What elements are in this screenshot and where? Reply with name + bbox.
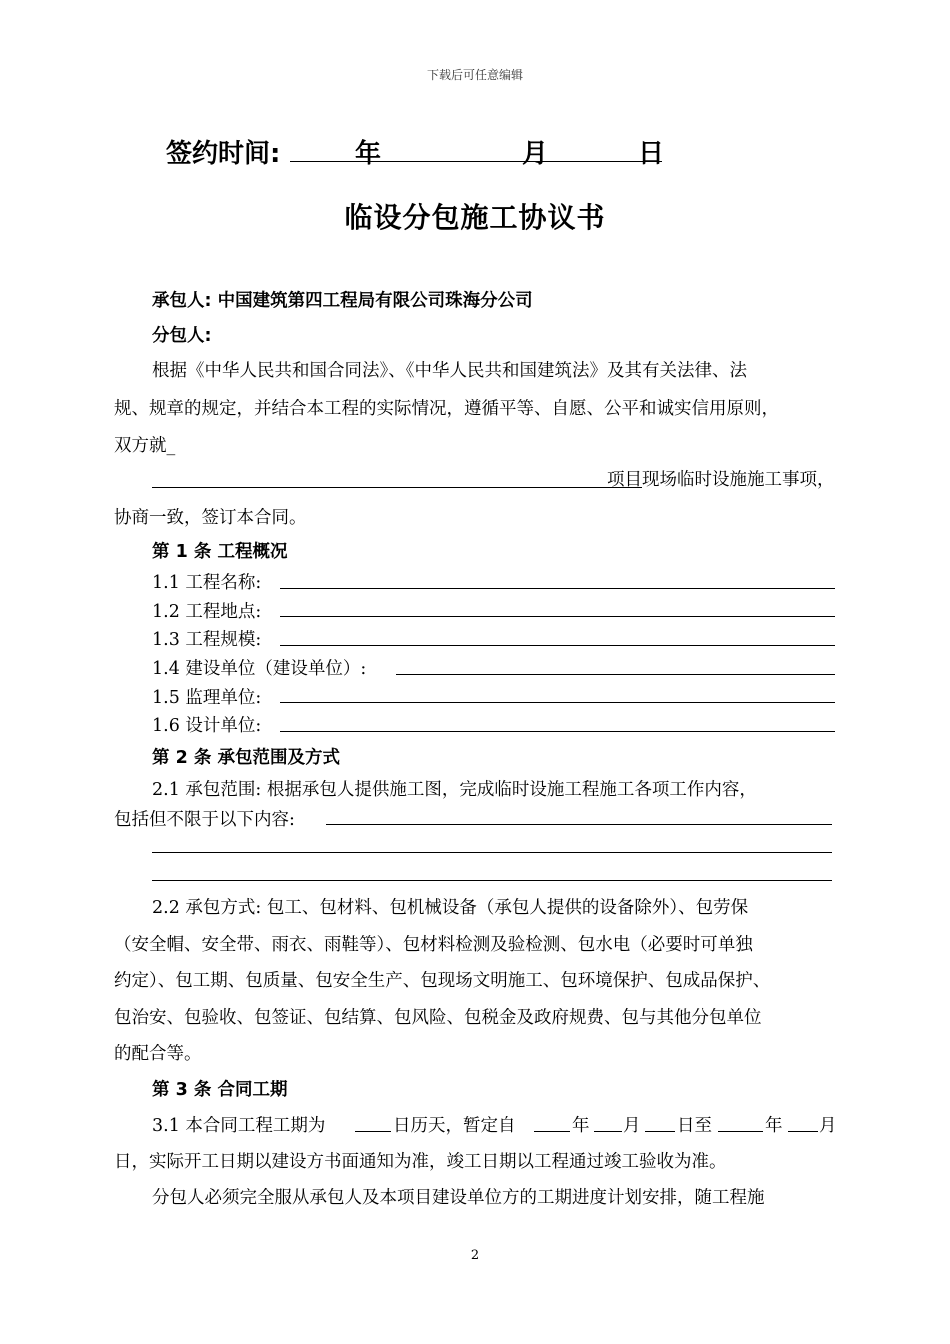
- period-part-c: 年: [572, 1116, 590, 1136]
- project-blank-line: [152, 487, 642, 488]
- period-part-d: 月: [623, 1116, 641, 1136]
- item-1-4: 1.4 建设单位（建设单位）:: [152, 659, 367, 679]
- item-1-3-blank: [280, 645, 835, 646]
- page-number: 2: [470, 1248, 480, 1263]
- page-header: 下载后可任意编辑: [426, 68, 523, 82]
- intro-line-5: 协商一致，签订本合同。: [114, 508, 307, 528]
- contractor-line: 承包人: 中国建筑第四工程局有限公司珠海分公司: [152, 291, 533, 311]
- article-3-heading: 第 3 条 合同工期: [152, 1080, 288, 1100]
- scope-blank-3: [152, 880, 832, 881]
- mode-line-3: 约定）、包工期、包质量、包安全生产、包现场文明施工、包环境保护、包成品保护、: [114, 971, 771, 991]
- end-month-blank: [788, 1131, 818, 1132]
- signing-day: 日: [638, 139, 665, 169]
- signing-year: 年: [355, 139, 382, 169]
- document-title: 临设分包施工协议书: [344, 201, 606, 234]
- article-2-heading: 第 2 条 承包范围及方式: [152, 748, 340, 768]
- period-part-b: 日历天，暂定自: [393, 1116, 516, 1136]
- end-year-blank: [718, 1131, 763, 1132]
- mode-line-5: 的配合等。: [114, 1044, 202, 1064]
- scope-line-1: 2.1 承包范围: 根据承包人提供施工图，完成临时设施工程施工各项工作内容，: [152, 780, 757, 800]
- item-1-6: 1.6 设计单位:: [152, 716, 262, 736]
- period-part-a: 3.1 本合同工程工期为: [152, 1116, 326, 1136]
- start-month-blank: [594, 1131, 622, 1132]
- signing-underline: [290, 161, 662, 162]
- period-line-2: 日，实际开工日期以建设方书面通知为准，竣工日期以工程通过竣工验收为准。: [114, 1152, 727, 1172]
- period-days-blank: [355, 1131, 391, 1132]
- period-part-g: 月: [819, 1116, 837, 1136]
- signing-month: 月: [522, 139, 549, 169]
- intro-line-4: 项目现场临时设施施工事项，: [607, 470, 835, 490]
- item-1-4-blank: [396, 674, 835, 675]
- item-1-5-blank: [280, 702, 835, 703]
- signing-label: 签约时间:: [166, 139, 281, 169]
- item-1-6-blank: [280, 731, 835, 732]
- mode-line-2: （安全帽、安全带、雨衣、雨鞋等）、包材料检测及验检测、包水电（必要时可单独: [114, 935, 753, 955]
- item-1-1: 1.1 工程名称:: [152, 573, 262, 593]
- scope-blank-1: [326, 824, 832, 825]
- period-part-f: 年: [765, 1116, 783, 1136]
- scope-line-2: 包括但不限于以下内容:: [114, 810, 295, 830]
- intro-line-1: 根据《中华人民共和国合同法》、《中华人民共和国建筑法》及其有关法律、法: [152, 361, 747, 381]
- scope-blank-2: [152, 852, 832, 853]
- intro-line-3: 双方就_: [114, 436, 176, 456]
- item-1-3: 1.3 工程规模:: [152, 630, 262, 650]
- item-1-5: 1.5 监理单位:: [152, 688, 262, 708]
- start-year-blank: [534, 1131, 570, 1132]
- article-1-heading: 第 1 条 工程概况: [152, 542, 288, 562]
- mode-line-4: 包治安、包验收、包签证、包结算、包风险、包税金及政府规费、包与其他分包单位: [114, 1008, 762, 1028]
- period-part-e: 日至: [677, 1116, 712, 1136]
- subcontractor-line: 分包人:: [152, 326, 212, 346]
- intro-line-2: 规、规章的规定，并结合本工程的实际情况，遵循平等、自愿、公平和诚实信用原则，: [114, 399, 779, 419]
- mode-line-1: 2.2 承包方式: 包工、包材料、包机械设备（承包人提供的设备除外）、包劳保: [152, 898, 749, 918]
- item-1-2: 1.2 工程地点:: [152, 602, 262, 622]
- item-1-1-blank: [280, 588, 835, 589]
- item-1-2-blank: [280, 616, 835, 617]
- start-day-blank: [645, 1131, 675, 1132]
- period-line-3: 分包人必须完全服从承包人及本项目建设单位方的工期进度计划安排，随工程施: [152, 1188, 765, 1208]
